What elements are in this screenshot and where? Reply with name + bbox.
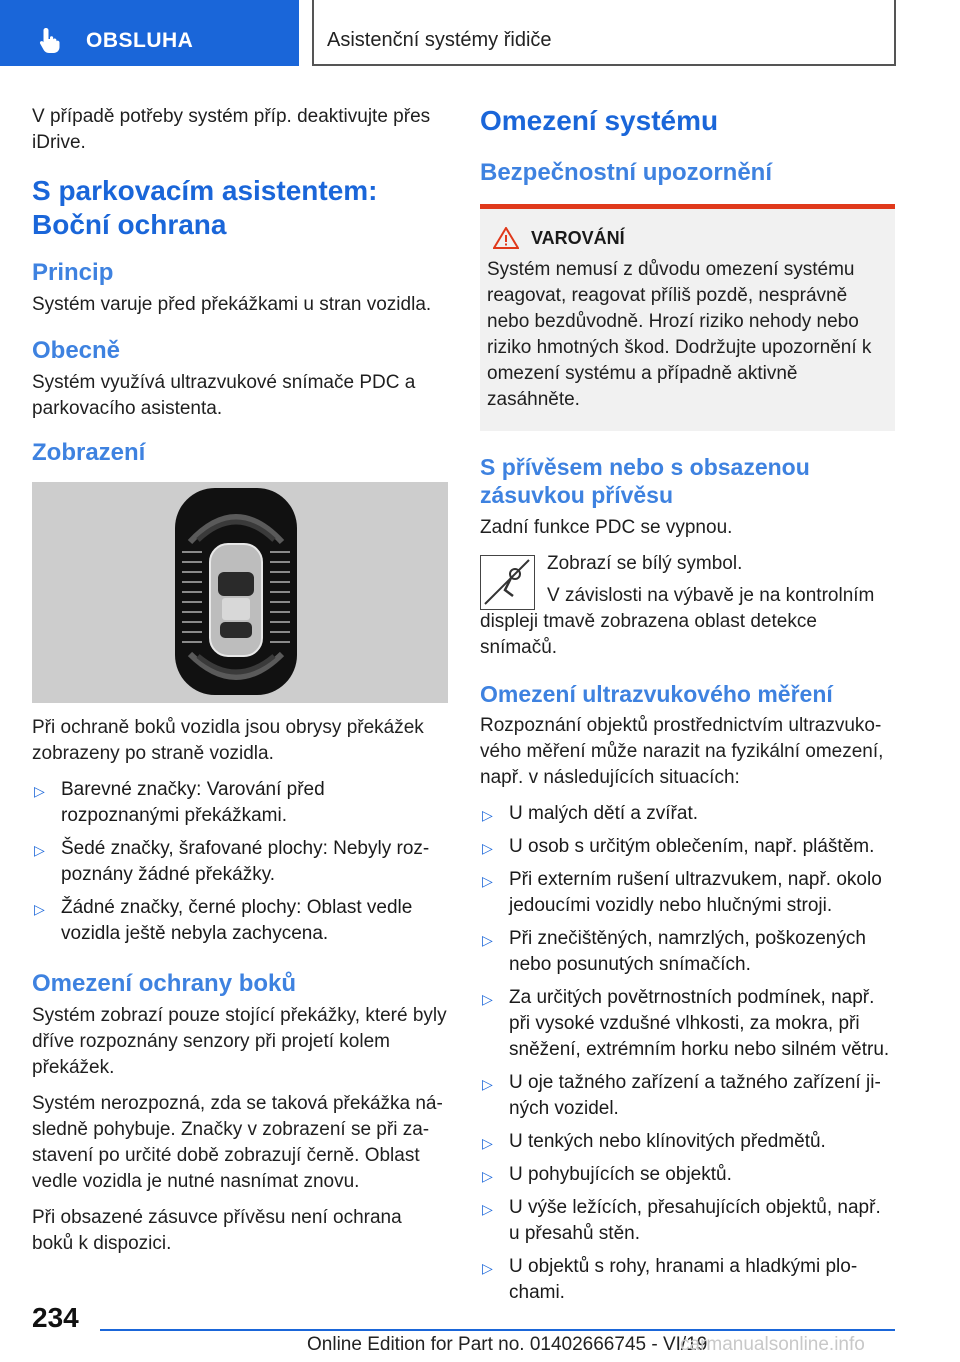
- triangle-bullet-icon: ▷: [482, 1201, 493, 1217]
- hand-pointer-icon: [36, 26, 64, 54]
- section-tab: [0, 0, 299, 66]
- list-item: ▷ U osob s určitým oblečením, např. pláštěm.: [480, 834, 895, 860]
- triangle-bullet-icon: ▷: [482, 1135, 493, 1151]
- trailer-hitch-icon: [481, 556, 533, 608]
- list-item: ▷ U malých dětí a zvířat.: [480, 801, 895, 827]
- page-header: [0, 0, 960, 66]
- list-item: ▷ U objektů s rohy, hranami a hladkými plochami.: [482, 1256, 858, 1303]
- symbol-text-2: V závislosti na výbavě je na kontrolním displeji tmavě zobrazena oblast detekce snímačů.: [480, 585, 875, 658]
- list-item: ▷ U výše ležících, přesahujících objektů, např. u přesahů stěn.: [482, 1197, 881, 1244]
- triangle-bullet-icon: ▷: [482, 807, 493, 823]
- triangle-bullet-icon: ▷: [34, 842, 45, 858]
- triangle-bullet-icon: ▷: [482, 1260, 493, 1276]
- list-item: ▷ U pohybujících se objektů.: [480, 1162, 895, 1188]
- heading-ultrasonic-limits: Omezení ultrazvukového měření: [480, 681, 833, 707]
- triangle-bullet-icon: ▷: [34, 783, 45, 799]
- limits-paragraph-2: Systém nerozpozná, zda se taková překážka následně pohybuje. Značky v zobrazení se při zastavení po určité době zobrazují černě. Oblast vedle vozidla je nutné nasnímat znovu.: [32, 1093, 443, 1192]
- heading-side-protection-limits: Omezení ochrany boků: [32, 970, 297, 997]
- principle-paragraph: Systém varuje před překážkami u stran vozidla.: [32, 294, 432, 315]
- triangle-bullet-icon: ▷: [482, 991, 493, 1007]
- triangle-bullet-icon: ▷: [482, 1168, 493, 1184]
- heading-safety-notes: Bezpečnostní upozornění: [480, 159, 773, 186]
- intro-paragraph: V případě potřeby systém příp. deaktivujte přes iDrive.: [32, 106, 431, 153]
- chapter-tab: [312, 0, 896, 66]
- general-paragraph: Systém využívá ultrazvukové snímače PDC a parkovacího asistenta.: [32, 372, 416, 419]
- footer-divider: [100, 1329, 895, 1331]
- list-item: ▷ Při znečištěných, namrzlých, poškozených nebo posunutých snímačích.: [482, 928, 866, 975]
- heading-trailer: S přívěsem nebo s obsazenou zásuvkou přívěsu: [480, 454, 810, 508]
- warning-text: Systém nemusí z důvodu omezení systému reagovat, reagovat příliš pozdě, nesprávně nebo bezdůvodně. Hrozí riziko nehody nebo riziko hmotných škod. Dodržujte upozornění k omezení systému a případně aktivně zasáhněte.: [487, 259, 872, 410]
- symbol-text: Zobrazí se bílý symbol.: [547, 553, 743, 574]
- pdc-display-image: [32, 482, 448, 703]
- section-heading-side-protection: S parkovacím asistentem: Boční ochrana: [32, 175, 378, 240]
- heading-general: Obecně: [32, 337, 121, 364]
- parking-sensor-illustration: [32, 482, 448, 703]
- list-item: ▷ Za určitých povětrnostních podmínek, např. při vysoké vzdušné vlhkosti, za mokra, při sněžení, extrémním horku nebo silném větru.: [482, 987, 890, 1060]
- heading-principle: Princip: [32, 259, 114, 286]
- limits-paragraph-1: Systém zobrazí pouze stojící překážky, které byly dříve rozpoznány senzory při projetí kolem překážek.: [32, 1005, 447, 1078]
- list-item: ▷ U tenkých nebo klínovitých předmětů.: [480, 1129, 895, 1155]
- chapter-title: Asistenční systémy řidiče: [327, 29, 552, 51]
- limits-paragraph-3: Při obsazené zásuvce přívěsu není ochrana boků k dispozici.: [32, 1207, 402, 1254]
- ultrasonic-bullet-list: [480, 801, 895, 1306]
- list-item: ▷ U oje tažného zařízení a tažného zařízení jiných vozidel.: [482, 1072, 881, 1119]
- watermark-text: carmanualsonline.info: [680, 1334, 865, 1355]
- list-item: ▷ Žádné značky, černé plochy: Oblast vedle vozidla ještě nebyla zachycena.: [34, 897, 413, 944]
- list-item: ▷ Barevné značky: Varování před rozpoznanými překážkami.: [34, 779, 325, 826]
- list-item: ▷ Šedé značky, šrafované plochy: Nebyly rozpoznány žádné překážky.: [34, 838, 430, 885]
- ultrasonic-paragraph: Rozpoznání objektů prostřednictvím ultrazvukového měření může narazit na fyzikální omezení, např. v následujících situacích:: [480, 715, 884, 788]
- triangle-bullet-icon: ▷: [34, 901, 45, 917]
- triangle-bullet-icon: ▷: [482, 932, 493, 948]
- warning-triangle-icon: [493, 227, 519, 249]
- heading-display: Zobrazení: [32, 439, 146, 466]
- page-number: 234: [32, 1302, 79, 1333]
- triangle-bullet-icon: ▷: [482, 873, 493, 889]
- trailer-paragraph: Zadní funkce PDC se vypnou.: [480, 517, 733, 538]
- warning-box: [480, 204, 895, 431]
- section-heading-system-limits: Omezení systému: [480, 105, 719, 136]
- trailer-symbol-row: [480, 551, 895, 661]
- list-item: ▷ Při externím rušení ultrazvukem, např. okolo jedoucími vozidly nebo hlučnými stroji.: [482, 869, 882, 916]
- trailer-symbol: [480, 555, 535, 610]
- edition-text: Online Edition for Part no. 01402666745 - VI/19: [307, 1334, 708, 1355]
- display-bullet-list: [32, 777, 448, 947]
- triangle-bullet-icon: ▷: [482, 1076, 493, 1092]
- left-column: [32, 104, 448, 1267]
- triangle-bullet-icon: ▷: [482, 840, 493, 856]
- section-label: OBSLUHA: [86, 29, 194, 52]
- right-column: [480, 104, 895, 1314]
- warning-title-row: [487, 227, 887, 249]
- display-paragraph: Při ochraně boků vozidla jsou obrysy překážek zobrazeny po straně vozidla.: [32, 717, 424, 764]
- warning-title: VAROVÁNÍ: [531, 227, 625, 248]
